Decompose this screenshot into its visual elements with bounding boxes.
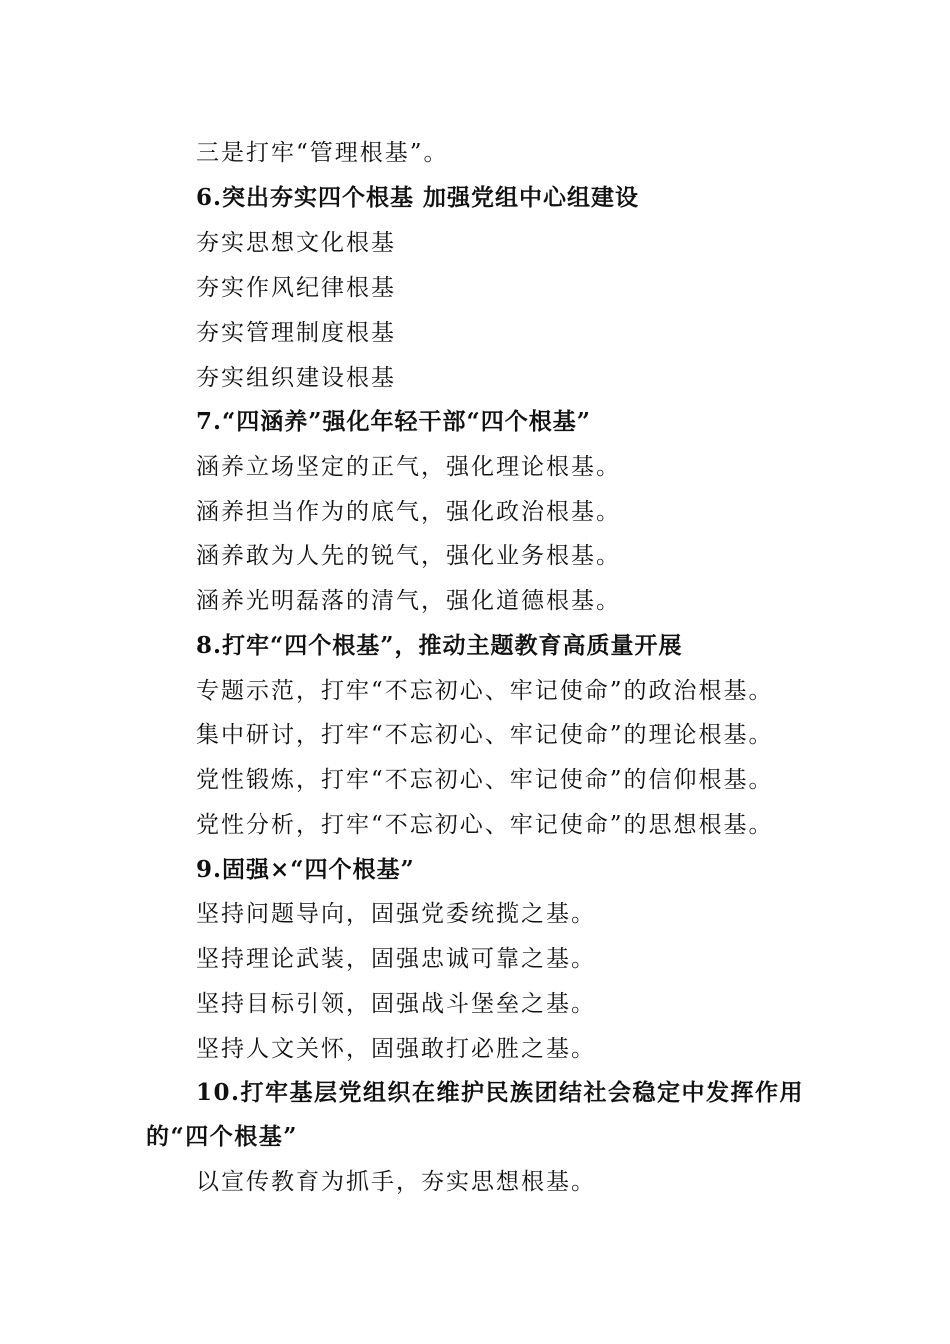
paragraph-line: 坚持目标引领，固强战斗堡垒之基。 <box>196 991 596 1017</box>
paragraph-line: 夯实管理制度根基 <box>196 320 396 346</box>
paragraph-line: 专题示范，打牢“不忘初心、牢记使命”的政治根基。 <box>196 678 774 704</box>
paragraph-line: 夯实作风纪律根基 <box>196 275 396 301</box>
section-heading-6: 6.突出夯实四个根基 加强党组中心组建设 <box>196 184 640 211</box>
paragraph-line: 以宣传教育为抓手，夯实思想根基。 <box>196 1169 596 1195</box>
paragraph-line: 党性锻炼，打牢“不忘初心、牢记使命”的信仰根基。 <box>196 767 774 793</box>
paragraph-line: 三是打牢“管理根基”。 <box>196 140 449 166</box>
paragraph-line: 坚持问题导向，固强党委统揽之基。 <box>196 901 596 927</box>
section-heading-7: 7.“四涵养”强化年轻干部“四个根基” <box>196 408 591 435</box>
paragraph-line: 坚持人文关怀，固强敢打必胜之基。 <box>196 1036 596 1062</box>
paragraph-line: 涵养敢为人先的锐气，强化业务根基。 <box>196 543 621 569</box>
section-heading-10: 10.打牢基层党组织在维护民族团结社会稳定中发挥作用的“四个根基” <box>146 1079 805 1150</box>
section-heading-8: 8.打牢“四个根基”，推动主题教育高质量开展 <box>196 632 683 659</box>
paragraph-line: 涵养光明磊落的清气，强化道德根基。 <box>196 588 621 614</box>
section-heading-9: 9.固强×“四个根基” <box>196 856 415 883</box>
paragraph-line: 坚持理论武装，固强忠诚可靠之基。 <box>196 946 596 972</box>
paragraph-line: 党性分析，打牢“不忘初心、牢记使命”的思想根基。 <box>196 812 774 838</box>
paragraph-line: 夯实组织建设根基 <box>196 365 396 391</box>
paragraph-line: 集中研讨，打牢“不忘初心、牢记使命”的理论根基。 <box>196 722 774 748</box>
paragraph-line: 涵养立场坚定的正气，强化理论根基。 <box>196 454 621 480</box>
paragraph-line: 夯实思想文化根基 <box>196 230 396 256</box>
paragraph-line: 涵养担当作为的底气，强化政治根基。 <box>196 499 621 525</box>
